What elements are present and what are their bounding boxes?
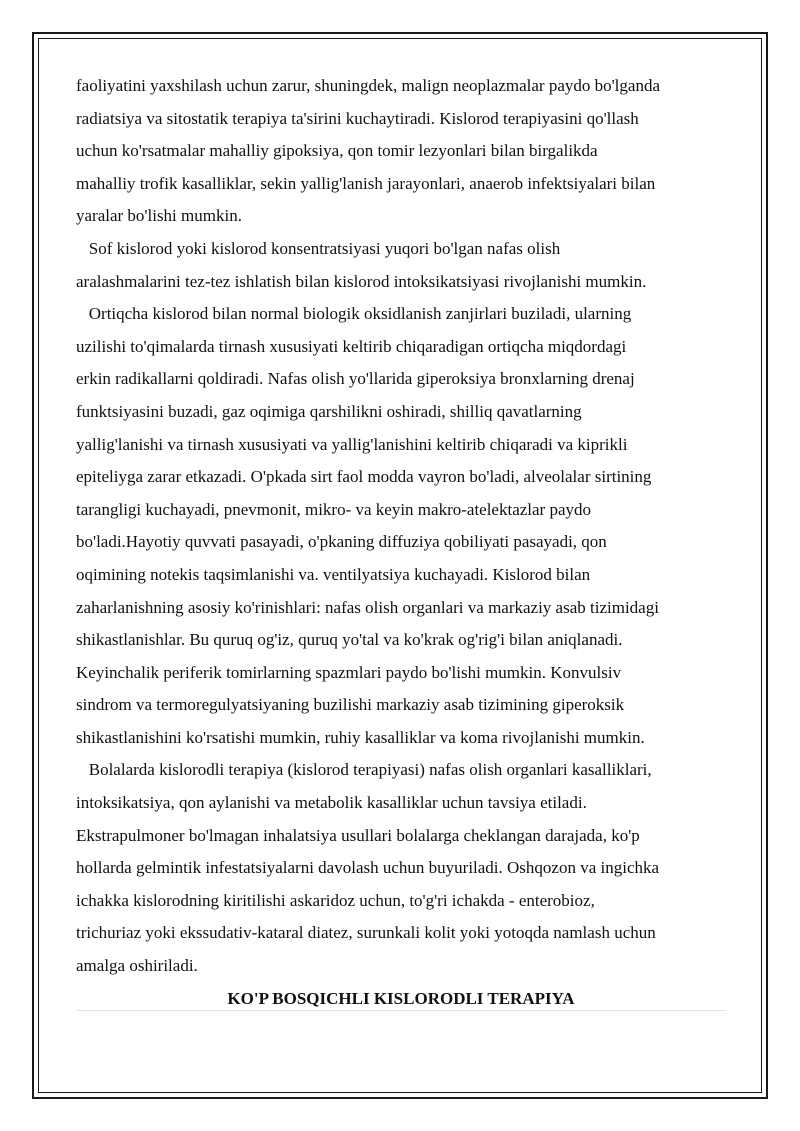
paragraph-excess-oxygen xyxy=(76,298,726,754)
text-line: radiatsiya va sitostatik terapiya ta'sirini kuchaytiradi. Kislorod terapiyasini qo'llash xyxy=(76,108,639,128)
heading-underline-divider xyxy=(76,1010,726,1011)
text-line: amalga oshiriladi. xyxy=(76,956,198,976)
text-line: faoliyatini yaxshilash uchun zarur, shuningdek, malign neoplazmalar paydo bo'lganda xyxy=(76,76,660,95)
text-line: ichakka kislorodning kiritilishi askaridoz uchun, to'g'ri ichakda - enterobioz, xyxy=(76,890,595,910)
text-line: oqimining notekis taqsimlanishi va. ventilyatsiya kuchayadi. Kislorod bilan xyxy=(76,564,591,584)
text-line: zaharlanishning asosiy ko'rinishlari: nafas olish organlari va markaziy asab tizimidagi xyxy=(76,597,659,617)
text-line: Keyinchalik periferik tomirlarning spazmlari paydo bo'lishi mumkin. Konvulsiv xyxy=(76,662,622,682)
text-line: Bolalarda kislorodli terapiya (kislorod terapiyasi) nafas olish organlari kasalliklari, xyxy=(76,760,652,780)
text-line: tarangligi kuchayadi, pnevmonit, mikro- va keyin makro-atelektazlar paydo xyxy=(76,499,592,519)
text-line: trichuriaz yoki ekssudativ-kataral diatez, surunkali kolit yoki yotoqda namlash uchun xyxy=(76,923,656,943)
text-line: uzilishi to'qimalarda tirnash xususiyati keltirib chiqaradigan ortiqcha miqdordagi xyxy=(76,336,627,356)
text-line: Ekstrapulmoner bo'lmagan inhalatsiya usullari bolalarga cheklangan darajada, ko'p xyxy=(76,825,640,845)
text-line: shikastlanishini ko'rsatishi mumkin, ruhiy kasalliklar va koma rivojlanishi mumkin. xyxy=(76,727,645,747)
text-line: Sof kislorod yoki kislorod konsentratsiyasi yuqori bo'lgan nafas olish xyxy=(76,238,561,258)
text-line: bo'ladi.Hayotiy quvvati pasayadi, o'pkaning diffuziya qobiliyati pasayadi, qon xyxy=(76,532,607,552)
text-line: aralashmalarini tez-tez ishlatish bilan kislorod intoksikatsiyasi rivojlanishi mumkin. xyxy=(76,271,647,291)
text-line: erkin radikallarni qoldiradi. Nafas olish yo'llarida giperoksiya bronxlarning drenaj xyxy=(76,369,635,389)
text-line: intoksikatsiya, qon aylanishi va metabolik kasalliklar uchun tavsiya etiladi. xyxy=(76,793,587,813)
text-line: yaralar bo'lishi mumkin. xyxy=(76,206,242,226)
text-line: uchun ko'rsatmalar mahalliy gipoksiya, qon tomir lezyonlari bilan birgalikda xyxy=(76,141,598,161)
paragraph-oxygen-intoxication xyxy=(76,233,726,298)
text-line: mahalliy trofik kasalliklar, sekin yallig'lanish jarayonlari, anaerob infektsiyalari bilan xyxy=(76,173,656,193)
text-line: Ortiqcha kislorod bilan normal biologik oksidlanish zanjirlari buziladi, ularning xyxy=(76,304,632,324)
text-line: epiteliyga zarar etkazadi. O'pkada sirt faol modda vayron bo'ladi, alveolalar sirtining xyxy=(76,467,652,487)
paragraph-children-therapy xyxy=(76,754,726,982)
text-line: hollarda gelmintik infestatsiyalarni davolash uchun buyuriladi. Oshqozon va ingichka xyxy=(76,858,660,878)
text-line: yallig'lanishi va tirnash xususiyati va yallig'lanishini keltirib chiqaradi va kiprikli xyxy=(76,434,628,454)
document-body xyxy=(76,70,726,1015)
paragraph-continuation xyxy=(76,70,726,233)
text-line: shikastlanishlar. Bu quruq og'iz, quruq yo'tal va ko'krak og'rig'i bilan aniqlanadi. xyxy=(76,630,623,650)
section-heading: KO'P BOSQICHLI KISLORODLI TERAPIYA xyxy=(227,988,575,1008)
text-line: sindrom va termoregulyatsiyaning buzilishi markaziy asab tizimining giperoksik xyxy=(76,695,625,715)
text-line: funktsiyasini buzadi, gaz oqimiga qarshilikni oshiradi, shilliq qavatlarning xyxy=(76,401,582,421)
